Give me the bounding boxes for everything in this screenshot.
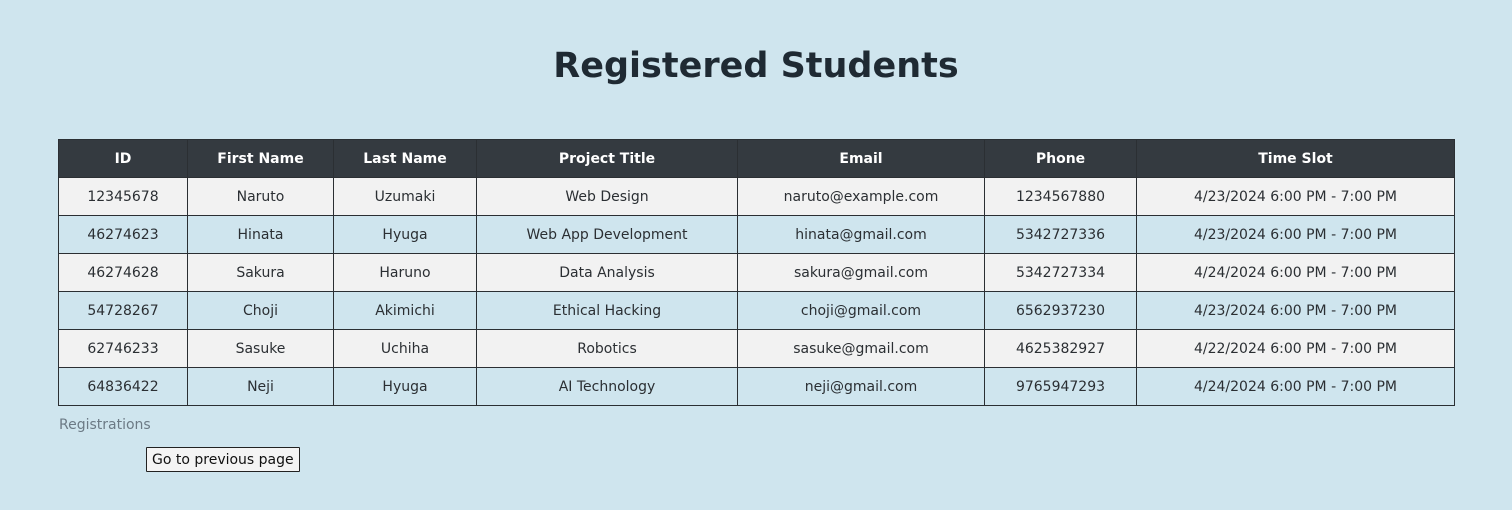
cell-id: 46274628 <box>59 254 188 292</box>
table-row <box>59 330 1455 368</box>
cell-time-slot: 4/23/2024 6:00 PM - 7:00 PM <box>1137 292 1455 330</box>
cell-email: sakura@gmail.com <box>738 254 985 292</box>
column-header-email: Email <box>738 140 985 178</box>
cell-last-name: Hyuga <box>334 216 477 254</box>
cell-last-name: Hyuga <box>334 368 477 406</box>
table-row <box>59 178 1455 216</box>
cell-id: 64836422 <box>59 368 188 406</box>
cell-last-name: Uchiha <box>334 330 477 368</box>
cell-id: 46274623 <box>59 216 188 254</box>
students-table <box>58 139 1455 406</box>
cell-time-slot: 4/24/2024 6:00 PM - 7:00 PM <box>1137 254 1455 292</box>
column-header-first-name: First Name <box>188 140 334 178</box>
table-row <box>59 216 1455 254</box>
cell-phone: 1234567880 <box>985 178 1137 216</box>
cell-phone: 5342727334 <box>985 254 1137 292</box>
cell-email: choji@gmail.com <box>738 292 985 330</box>
cell-last-name: Haruno <box>334 254 477 292</box>
cell-time-slot: 4/24/2024 6:00 PM - 7:00 PM <box>1137 368 1455 406</box>
table-header-row <box>59 140 1455 178</box>
cell-id: 62746233 <box>59 330 188 368</box>
cell-first-name: Neji <box>188 368 334 406</box>
column-header-id: ID <box>59 140 188 178</box>
cell-phone: 6562937230 <box>985 292 1137 330</box>
cell-project-title: AI Technology <box>477 368 738 406</box>
cell-id: 12345678 <box>59 178 188 216</box>
cell-email: hinata@gmail.com <box>738 216 985 254</box>
cell-last-name: Akimichi <box>334 292 477 330</box>
column-header-project-title: Project Title <box>477 140 738 178</box>
cell-email: neji@gmail.com <box>738 368 985 406</box>
cell-phone: 9765947293 <box>985 368 1137 406</box>
column-header-last-name: Last Name <box>334 140 477 178</box>
cell-first-name: Sasuke <box>188 330 334 368</box>
table-row <box>59 254 1455 292</box>
table-row <box>59 368 1455 406</box>
previous-page-button[interactable]: Go to previous page <box>146 447 300 472</box>
cell-project-title: Web App Development <box>477 216 738 254</box>
cell-time-slot: 4/22/2024 6:00 PM - 7:00 PM <box>1137 330 1455 368</box>
cell-id: 54728267 <box>59 292 188 330</box>
cell-first-name: Sakura <box>188 254 334 292</box>
registrations-label: Registrations <box>59 417 151 433</box>
cell-first-name: Naruto <box>188 178 334 216</box>
cell-first-name: Hinata <box>188 216 334 254</box>
cell-email: sasuke@gmail.com <box>738 330 985 368</box>
cell-project-title: Data Analysis <box>477 254 738 292</box>
cell-first-name: Choji <box>188 292 334 330</box>
cell-project-title: Ethical Hacking <box>477 292 738 330</box>
cell-email: naruto@example.com <box>738 178 985 216</box>
cell-phone: 4625382927 <box>985 330 1137 368</box>
page-title: Registered Students <box>553 46 959 86</box>
table-row <box>59 292 1455 330</box>
cell-time-slot: 4/23/2024 6:00 PM - 7:00 PM <box>1137 216 1455 254</box>
column-header-phone: Phone <box>985 140 1137 178</box>
cell-project-title: Web Design <box>477 178 738 216</box>
cell-time-slot: 4/23/2024 6:00 PM - 7:00 PM <box>1137 178 1455 216</box>
cell-project-title: Robotics <box>477 330 738 368</box>
cell-last-name: Uzumaki <box>334 178 477 216</box>
cell-phone: 5342727336 <box>985 216 1137 254</box>
column-header-time-slot: Time Slot <box>1137 140 1455 178</box>
